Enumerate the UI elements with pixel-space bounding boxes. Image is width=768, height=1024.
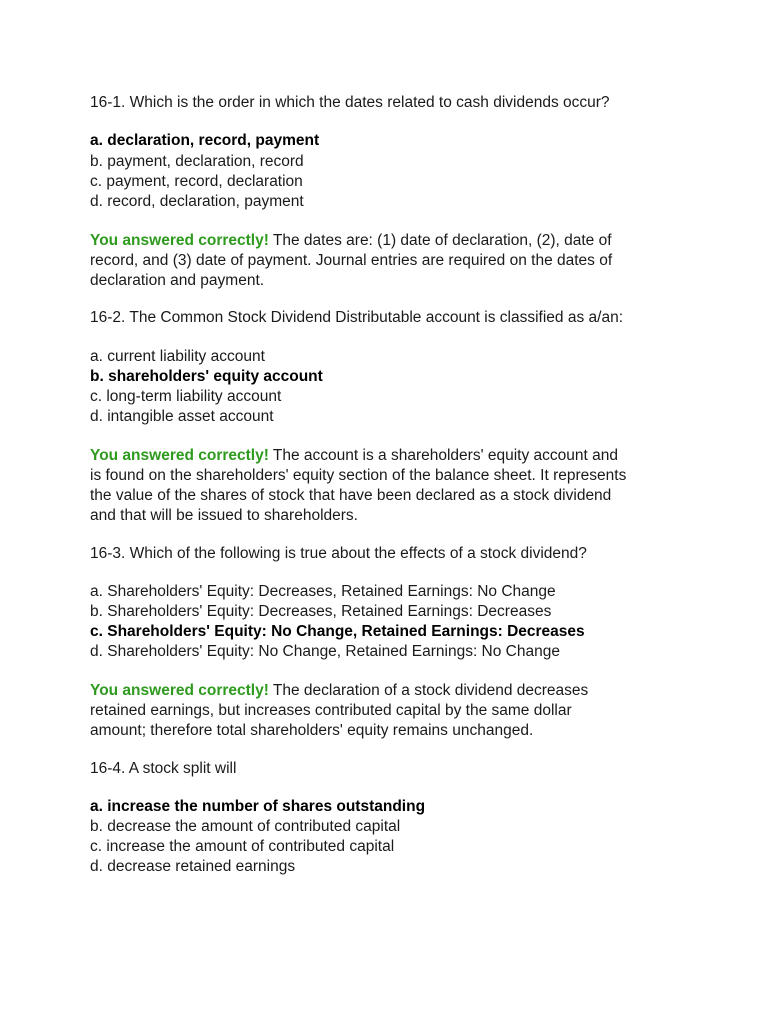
question-1-option-a-correct: a. declaration, record, payment	[90, 132, 320, 149]
feedback-explanation-text: The declaration of a stock dividend decreases	[268, 682, 589, 699]
question-3-feedback	[90, 681, 588, 701]
feedback-correct-label: You answered correctly!	[90, 232, 269, 249]
question-2-explanation-line-2: is found on the shareholders' equity section of the balance sheet. It represents	[90, 467, 627, 484]
question-4-option-c: c. increase the amount of contributed capital	[90, 838, 395, 855]
question-4-prompt: 16-4. A stock split will	[90, 760, 237, 777]
feedback-correct-label: You answered correctly!	[90, 682, 269, 699]
feedback-explanation-text: The dates are: (1) date of declaration, (2), date of	[268, 232, 612, 249]
feedback-explanation-text: The account is a shareholders' equity account and	[268, 447, 618, 464]
question-2-explanation-line-3: the value of the shares of stock that have been declared as a stock dividend	[90, 487, 612, 504]
question-3-option-d: d. Shareholders' Equity: No Change, Retained Earnings: No Change	[90, 643, 560, 660]
question-2-option-a: a. current liability account	[90, 348, 265, 365]
question-3-prompt: 16-3. Which of the following is true about the effects of a stock dividend?	[90, 545, 587, 562]
question-3-option-b: b. Shareholders' Equity: Decreases, Retained Earnings: Decreases	[90, 603, 552, 620]
question-1-explanation-line-3: declaration and payment.	[90, 272, 265, 289]
question-2-option-c: c. long-term liability account	[90, 388, 282, 405]
question-4-option-b: b. decrease the amount of contributed capital	[90, 818, 401, 835]
question-1-prompt: 16-1. Which is the order in which the dates related to cash dividends occur?	[90, 94, 610, 111]
question-1-feedback	[90, 231, 612, 251]
question-2-feedback	[90, 446, 618, 466]
question-2-option-b-correct: b. shareholders' equity account	[90, 368, 323, 385]
question-2-prompt: 16-2. The Common Stock Dividend Distributable account is classified as a/an:	[90, 309, 624, 326]
question-1-explanation-line-2: record, and (3) date of payment. Journal entries are required on the dates of	[90, 252, 613, 269]
question-1-option-b: b. payment, declaration, record	[90, 153, 304, 170]
question-1-option-d: d. record, declaration, payment	[90, 193, 304, 210]
question-3-explanation-line-2: retained earnings, but increases contributed capital by the same dollar	[90, 702, 572, 719]
question-4-option-a-correct: a. increase the number of shares outstanding	[90, 798, 426, 815]
question-3-explanation-line-3: amount; therefore total shareholders' equity remains unchanged.	[90, 722, 534, 739]
question-4-option-d: d. decrease retained earnings	[90, 858, 296, 875]
question-2-explanation-line-4: and that will be issued to shareholders.	[90, 507, 358, 524]
question-2-option-d: d. intangible asset account	[90, 408, 274, 425]
question-1-option-c: c. payment, record, declaration	[90, 173, 303, 190]
feedback-correct-label: You answered correctly!	[90, 447, 269, 464]
question-3-option-c-correct: c. Shareholders' Equity: No Change, Retained Earnings: Decreases	[90, 623, 585, 640]
question-3-option-a: a. Shareholders' Equity: Decreases, Retained Earnings: No Change	[90, 583, 556, 600]
